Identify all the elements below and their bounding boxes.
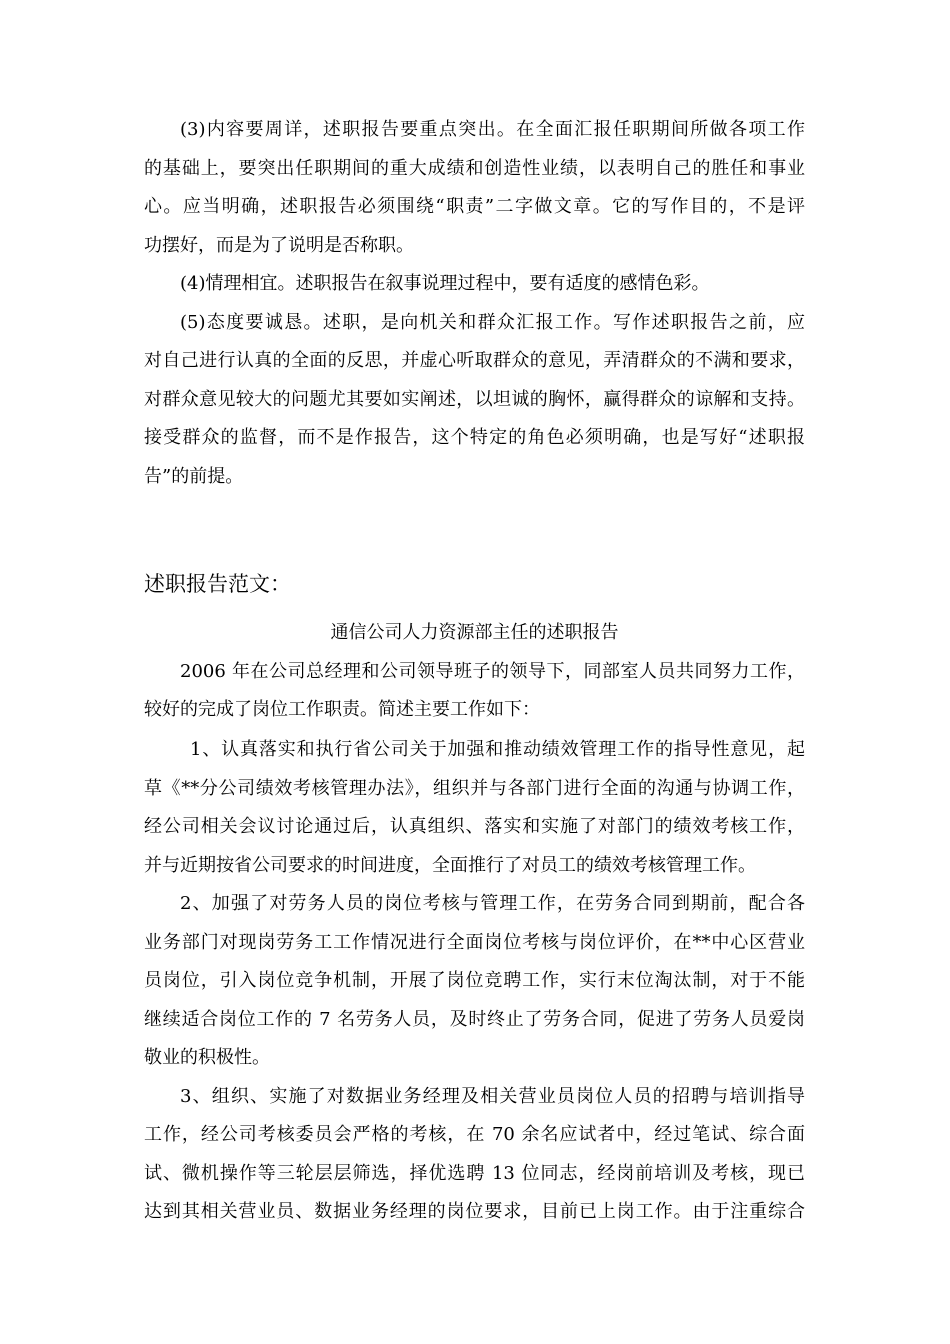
item-3-line-4: 达到其相关营业员、数据业务经理的岗位要求，目前已上岗工作。由于注重综合: [144, 1201, 805, 1222]
report-title: 通信公司人力资源部主任的述职报告: [330, 622, 619, 643]
item-2-line-2: 业务部门对现岗劳务工工作情况进行全面岗位考核与岗位评价，在**中心区营业: [144, 932, 805, 953]
item-1-line-2: 草《**分公司绩效考核管理办法》，组织并与各部门进行全面的沟通与协调工作，: [144, 778, 805, 799]
item-3-line-3: 试、微机操作等三轮层层筛选，择优选聘 13 位同志，经岗前培训及考核，现已: [144, 1163, 805, 1184]
item-2-line-1: 2、加强了对劳务人员的岗位考核与管理工作，在劳务合同到期前，配合各: [180, 893, 805, 914]
paragraph-5-line-3: 对群众意见较大的问题尤其要如实阐述，以坦诚的胸怀，赢得群众的谅解和支持。: [144, 389, 805, 410]
paragraph-5-line-1: (5)态度要诚恳。述职，是向机关和群众汇报工作。写作述职报告之前，应: [180, 312, 805, 333]
item-1-line-4: 并与近期按省公司要求的时间进度，全面推行了对员工的绩效考核管理工作。: [144, 855, 756, 876]
paragraph-5-line-5: 告”的前提。: [144, 466, 244, 487]
intro-line-1: 2006 年在公司总经理和公司领导班子的领导下，同部室人员共同努力工作，: [180, 661, 805, 682]
item-3-line-1: 3、组织、实施了对数据业务经理及相关营业员岗位人员的招聘与培训指导: [180, 1086, 805, 1107]
paragraph-5-line-4: 接受群众的监督，而不是作报告，这个特定的角色必须明确，也是写好“述职报: [144, 427, 805, 448]
paragraph-3-line-1: (3)内容要周详，述职报告要重点突出。在全面汇报任职期间所做各项工作: [180, 119, 805, 140]
paragraph-3-line-3: 心。应当明确，述职报告必须围绕“职责”二字做文章。它的写作目的，不是评: [144, 196, 805, 217]
item-3-line-2: 工作，经公司考核委员会严格的考核，在 70 余名应试者中，经过笔试、综合面: [144, 1124, 805, 1145]
item-2-line-3: 员岗位，引入岗位竞争机制，开展了岗位竞聘工作，实行末位淘汰制，对于不能: [144, 970, 805, 991]
item-1-line-3: 经公司相关会议讨论通过后，认真组织、落实和实施了对部门的绩效考核工作，: [144, 816, 805, 837]
paragraph-5-line-2: 对自己进行认真的全面的反思，并虚心听取群众的意见，弄清群众的不满和要求，: [144, 350, 805, 371]
item-1-line-1: 1、认真落实和执行省公司关于加强和推动绩效管理工作的指导性意见，起: [190, 739, 805, 760]
paragraph-3-line-2: 的基础上，要突出任职期间的重大成绩和创造性业绩，以表明自己的胜任和事业: [144, 158, 805, 179]
item-2-line-5: 敬业的积极性。: [144, 1047, 270, 1068]
item-2-line-4: 继续适合岗位工作的 7 名劳务人员，及时终止了劳务合同，促进了劳务人员爱岗: [144, 1009, 805, 1030]
paragraph-4-line-1: (4)情理相宜。述职报告在叙事说理过程中，要有适度的感情色彩。: [180, 273, 710, 294]
intro-line-2: 较好的完成了岗位工作职责。简述主要工作如下：: [144, 699, 540, 720]
paragraph-3-line-4: 功摆好，而是为了说明是否称职。: [144, 235, 414, 256]
example-heading: 述职报告范文：: [144, 572, 291, 596]
